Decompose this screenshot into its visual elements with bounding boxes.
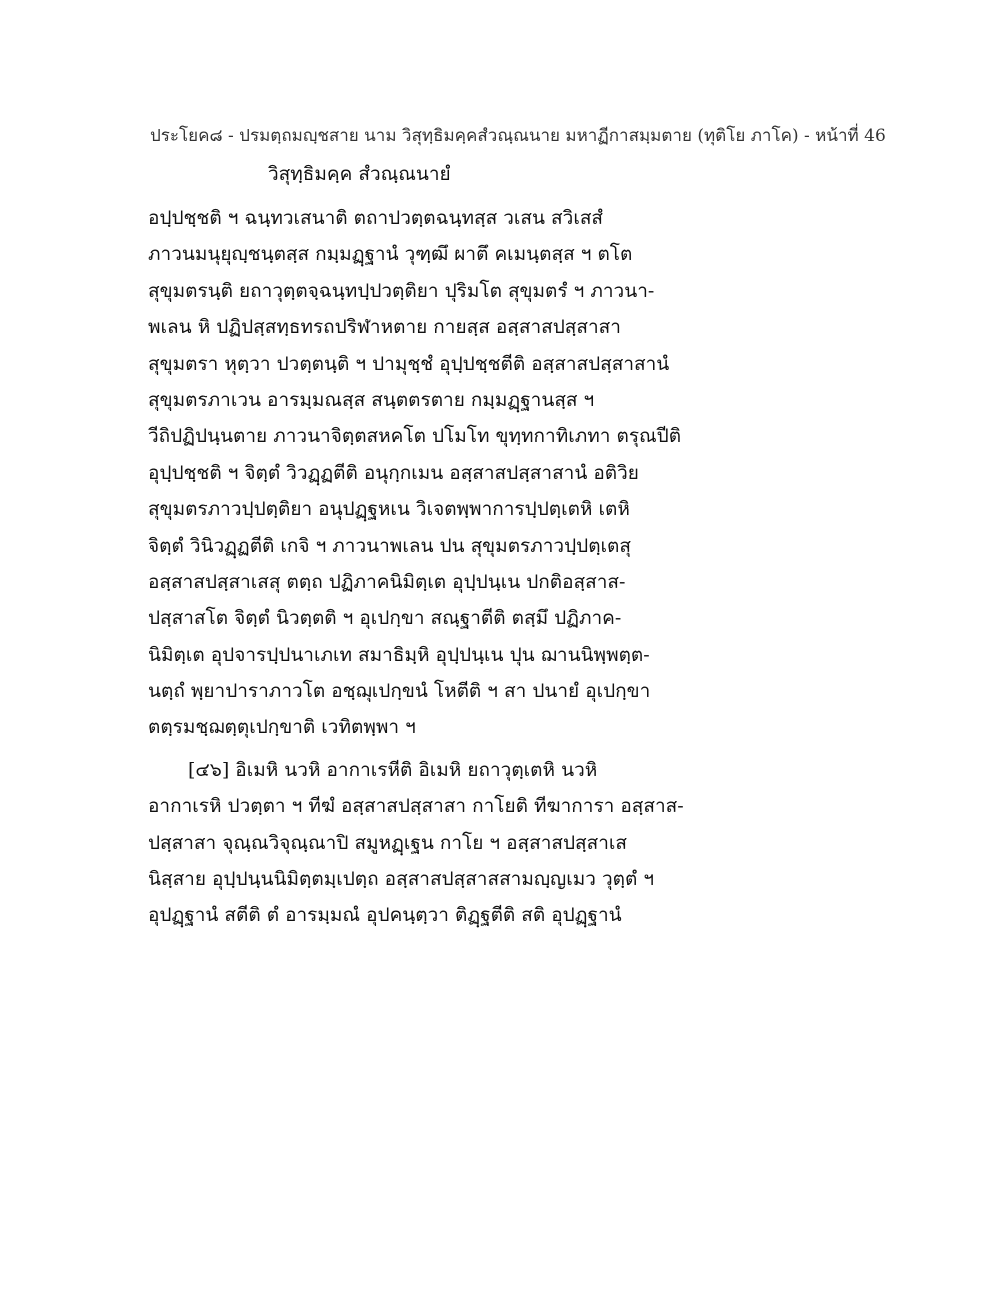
section-title: วิสุทฺธิมคฺค สํวณฺณนายํ — [268, 163, 451, 185]
text-line: วีถิปฏิปนฺนตาย ภาวนาจิตฺตสหคโต ปโมโท ขุทฺทกาทิเภทา ตรุณปีติ — [148, 425, 682, 448]
text-line: อุปฺปชฺชติ ฯ จิตฺตํ วิวฏฺฏตีติ อนุกฺกเมน อสฺสาสปสฺสาสานํ อติวิย — [148, 461, 639, 484]
text-line: อสฺสาสปสฺสาเสสุ ตตฺถ ปฏิภาคนิมิตฺเต อุปฺปนฺเน ปกติอสฺสาส- — [148, 570, 626, 593]
text-line: จิตฺตํ วินิวฏฺฏตีติ เกจิ ฯ ภาวนาพเลน ปน สุขุมตรภาวปฺปตฺเตสุ — [148, 534, 631, 557]
text-line: นตฺถํ พฺยาปาราภาวโต อชฺฌุเปกฺขนํ โหตีติ ฯ สา ปนายํ อุเปกฺขา — [148, 680, 651, 703]
text-line: อากาเรหิ ปวตฺตา ฯ ทีฆํ อสฺสาสปสฺสาสา กาโยติ ทีฆาการา อสฺสาส- — [148, 795, 684, 818]
text-line: ปสฺสาสโต จิตฺตํ นิวตฺตติ ฯ อุเปกฺขา สณฺฐาตีติ ตสฺมึ ปฏิภาค- — [148, 607, 622, 630]
text-line: พเลน หิ ปฏิปสฺสทฺธทรถปริฬาหตาย กายสฺส อสฺสาสปสฺสาสา — [148, 316, 621, 339]
text-line-first: [๔๖] อิเมหิ นวหิ อากาเรหีติ อิเมหิ ยถาวุตฺเตหิ นวหิ — [188, 758, 598, 781]
paragraph-continuation — [148, 200, 868, 746]
text-line: สุขุมตรา หุตฺวา ปวตฺตนฺติ ฯ ปามุชฺชํ อุปฺปชฺชตีติ อสฺสาสปสฺสาสานํ — [148, 352, 670, 375]
text-line: สุขุมตรนฺติ ยถาวุตฺตจฺฉนฺทปฺปวตฺติยา ปุริมโต สุขุมตรํ ฯ ภาวนา- — [148, 279, 655, 302]
text-line: สุขุมตรภาวปฺปตฺติยา อนุปฏฺฐหเน วิเจตพฺพาการปฺปตฺเตหิ เตหิ — [148, 498, 630, 521]
body-text — [148, 200, 868, 934]
text-line: ปสฺสาสา จุณฺณวิจุณฺณาปิ สมูหฏฺเฐน กาโย ฯ อสฺสาสปสฺสาเส — [148, 831, 627, 854]
running-header: ประโยค๘ - ปรมตฺถมญฺชสาย นาม วิสุทฺธิมคฺคสํวณฺณนาย มหาฏีกาสมฺมตาย (ทุติโย ภาโค) - หน้าที่ 46 — [150, 126, 886, 146]
text-line: ภาวนมนุยุญฺชนฺตสฺส กมฺมฏฺฐานํ วุฑฺฒึ ผาตึ คเมนฺตสฺส ฯ ตโต — [148, 243, 633, 266]
text-line: อปฺปชฺชติ ฯ ฉนฺทวเสนาติ ตถาปวตฺตฉนฺทสฺส วเสน สวิเสสํ — [148, 207, 604, 229]
text-line: สุขุมตรภาเวน อารมฺมณสฺส สนฺตตรตาย กมฺมฏฺฐานสฺส ฯ — [148, 388, 595, 411]
text-line: นิมิตฺเต อุปจารปฺปนาเภเท สมาธิมฺหิ อุปฺปนฺเน ปุน ฌานนิพฺพตฺต- — [148, 643, 650, 666]
text-line: อุปฏฺฐานํ สตีติ ตํ อารมฺมณํ อุปคนฺตฺวา ติฏฺฐตีติ สติ อุปฏฺฐานํ — [148, 904, 622, 927]
paragraph-46 — [148, 752, 868, 934]
text-line: ตตฺรมชฺฌตฺตุเปกฺขาติ เวทิตพฺพา ฯ — [148, 716, 416, 739]
text-line: นิสฺสาย อุปฺปนฺนนิมิตฺตมฺเปตฺถ อสฺสาสปสฺสาสสามญฺญเมว วุตฺตํ ฯ — [148, 868, 655, 891]
